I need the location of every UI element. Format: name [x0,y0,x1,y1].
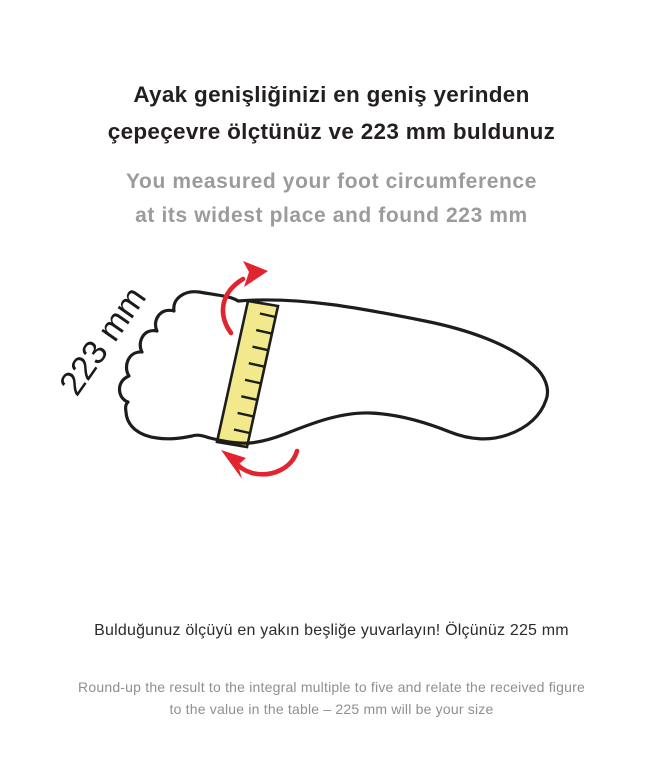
roundup-instruction-english-line2: to the value in the table – 225 mm will be your size [169,701,494,717]
title-turkish-line1: Ayak genişliğinizi en geniş yerinden [133,82,530,107]
roundup-instruction-english-line1: Round-up the result to the integral multiple to five and relate the received figure [78,679,585,695]
foot-outline-icon [120,292,548,443]
wrap-arrow-bottom-tail [235,451,297,474]
roundup-instruction-turkish: Bulduğunuz ölçüyü en yakın beşliğe yuvarlayın! Ölçünüz 225 mm [94,622,569,639]
subtitle-english-line2: at its widest place and found 223 mm [135,204,528,227]
wrap-arrow-top-head-icon [243,261,268,287]
wrap-arrow-bottom-head-icon [221,450,246,479]
roundup-instruction-english [0,676,663,720]
title-turkish-line2: çepeçevre ölçtünüz ve 223 mm buldunuz [107,119,556,144]
subtitle-english-line1: You measured your foot circumference [126,170,537,193]
wrap-arrow-top-tail [223,279,243,333]
circumference-value-label: 223 mm [52,279,154,403]
